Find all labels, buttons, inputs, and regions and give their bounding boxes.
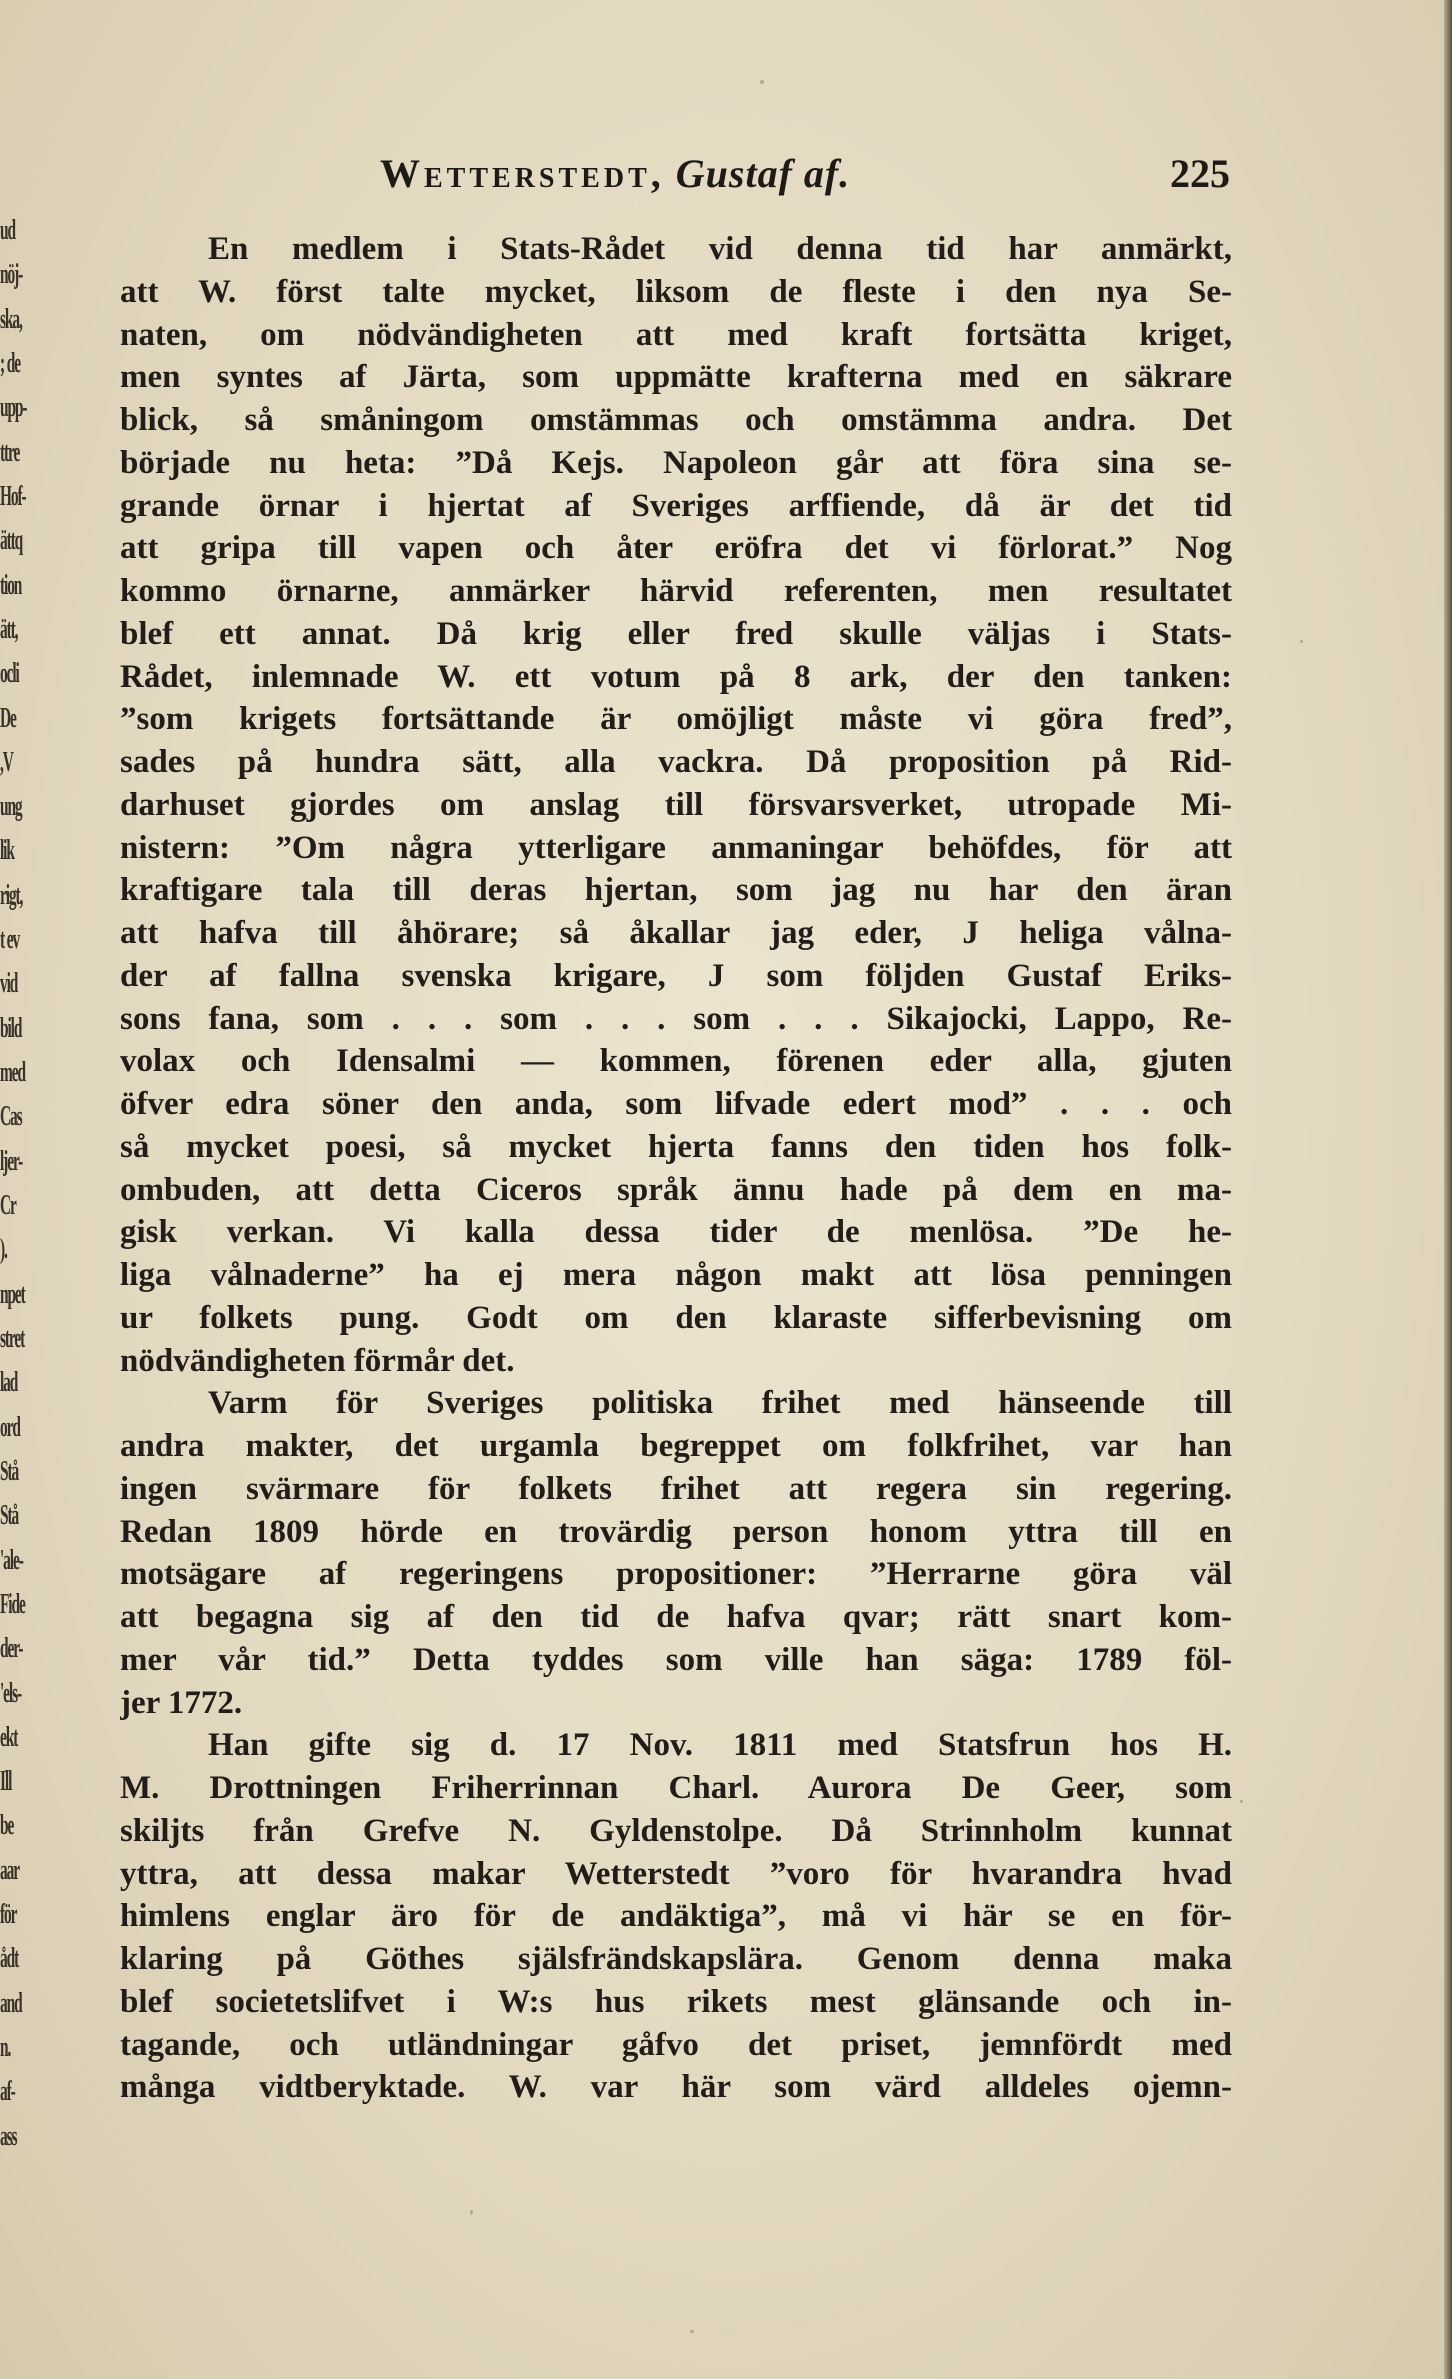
gutter-fragment: nöj- bbox=[0, 259, 23, 291]
gutter-fragment: Ill bbox=[0, 1766, 12, 1798]
text-line: naten, om nödvändigheten att med kraft fortsätta kriget, bbox=[120, 316, 1232, 353]
text-line: att W. först talte mycket, liksom de fleste i den nya Se- bbox=[120, 273, 1232, 310]
gutter-fragment: ska, bbox=[0, 303, 22, 335]
gutter-fragment: rigt, bbox=[0, 879, 23, 911]
running-header bbox=[380, 150, 1230, 210]
gutter-fragment: vid bbox=[0, 968, 18, 1000]
page-number: 225 bbox=[1170, 151, 1230, 196]
gutter-fragment: af- bbox=[0, 2076, 15, 2108]
gutter-fragment: Cas bbox=[0, 1101, 22, 1133]
gutter-fragment: bild bbox=[0, 1012, 22, 1044]
gutter-fragment: tion bbox=[0, 569, 22, 601]
text-line: mer vår tid.” Detta tyddes som ville han säga: 1789 föl- bbox=[120, 1641, 1232, 1678]
gutter-fragment: ttre bbox=[0, 436, 20, 468]
text-line: Redan 1809 hörde en trovärdig person honom yttra till en bbox=[120, 1513, 1232, 1550]
text-line: Varm för Sveriges politiska frihet med hänseende till bbox=[208, 1385, 1232, 1422]
text-line: öfver edra söner den anda, som lifvade edert mod” . . . och bbox=[120, 1086, 1232, 1122]
facing-page-bleed-fragments bbox=[0, 215, 60, 2165]
text-line: Rådet, inlemnade W. ett votum på 8 ark, der den tanken: bbox=[120, 658, 1232, 695]
gutter-fragment: ass bbox=[0, 2120, 17, 2152]
gutter-fragment: för bbox=[0, 1899, 17, 1931]
gutter-fragment: ljer- bbox=[0, 1145, 23, 1177]
text-line: blick, så småningom omstämmas och omstämma andra. Det bbox=[120, 402, 1232, 438]
page-edge-shadow bbox=[1444, 0, 1452, 2379]
gutter-fragment: ekt bbox=[0, 1721, 18, 1753]
scan-speck bbox=[1300, 640, 1303, 643]
text-line: att begagna sig af den tid de hafva qvar; rätt snart kom- bbox=[120, 1599, 1232, 1635]
text-line: klaring på Göthes själsfrändskapslära. Genom denna maka bbox=[120, 1941, 1232, 1977]
text-line: tagande, och utländningar gåfvo det priset, jemnfördt med bbox=[120, 2026, 1232, 2063]
gutter-fragment: ,V bbox=[0, 746, 13, 778]
text-line: gisk verkan. Vi kalla dessa tider de menlösa. ”De he- bbox=[120, 1214, 1232, 1251]
running-head-given-name: Gustaf af. bbox=[675, 151, 851, 196]
text-line: nödvändigheten förmår det. bbox=[120, 1342, 515, 1379]
gutter-fragment: Hof- bbox=[0, 480, 26, 512]
running-head-title bbox=[380, 150, 850, 197]
gutter-fragment: and bbox=[0, 1987, 22, 2019]
text-line: grande örnar i hjertat af Sveriges arffiende, då är det tid bbox=[120, 487, 1232, 524]
gutter-fragment: stret bbox=[0, 1322, 25, 1354]
text-line: darhuset gjordes om anslag till försvarsverket, utropade Mi- bbox=[120, 786, 1232, 823]
text-line: M. Drottningen Friherrinnan Charl. Aurora De Geer, som bbox=[120, 1770, 1232, 1806]
text-line: men syntes af Järta, som uppmätte krafterna med en säkrare bbox=[120, 359, 1232, 396]
running-head-surname: Wetterstedt, bbox=[380, 151, 665, 196]
text-line: ombuden, att detta Ciceros språk ännu hade på dem en ma- bbox=[120, 1171, 1232, 1208]
gutter-fragment: lik bbox=[0, 835, 14, 867]
text-line: blef societetslifvet i W:s hus rikets mest glänsande och in- bbox=[120, 1983, 1232, 2020]
scan-speck bbox=[470, 2210, 473, 2215]
gutter-fragment: lad bbox=[0, 1367, 18, 1399]
scan-speck bbox=[760, 80, 764, 84]
gutter-fragment: t ev bbox=[0, 924, 20, 956]
text-line: der af fallna svenska krigare, J som följden Gustaf Eriks- bbox=[120, 957, 1232, 994]
text-line: att hafva till åhörare; så åkallar jag eder, J heliga vålna- bbox=[120, 915, 1232, 951]
gutter-fragment: Cr bbox=[0, 1190, 16, 1221]
text-line: många vidtberyktade. W. var här som värd alldeles ojemn- bbox=[120, 2069, 1232, 2106]
text-line: blef ett annat. Då krig eller fred skulle väljas i Stats- bbox=[120, 615, 1232, 652]
text-line: så mycket poesi, så mycket hjerta fanns den tiden hos folk- bbox=[120, 1128, 1232, 1165]
text-line: volax och Idensalmi — kommen, förenen eder alla, gjuten bbox=[120, 1043, 1232, 1080]
gutter-fragment: aar bbox=[0, 1854, 19, 1886]
gutter-fragment: ocli bbox=[0, 658, 19, 690]
text-line: Han gifte sig d. 17 Nov. 1811 med Statsfrun hos H. bbox=[208, 1727, 1232, 1764]
text-line: motsägare af regeringens propositioner: ”Herrarne göra väl bbox=[120, 1556, 1232, 1593]
text-line: himlens englar äro för de andäktiga”, må vi här se en för- bbox=[120, 1898, 1232, 1935]
text-line: kraftigare tala till deras hjertan, som jag nu har den äran bbox=[120, 872, 1232, 909]
text-line: yttra, att dessa makar Wetterstedt ”voro för hvarandra hvad bbox=[120, 1855, 1232, 1892]
text-line: ur folkets pung. Godt om den klaraste sifferbevisning om bbox=[120, 1299, 1232, 1336]
text-line: nistern: ”Om några ytterligare anmaningar behöfdes, för att bbox=[120, 829, 1232, 866]
gutter-fragment: n. bbox=[0, 2032, 11, 2064]
gutter-fragment: Stå bbox=[0, 1500, 19, 1532]
gutter-fragment: 'ale- bbox=[0, 1544, 23, 1576]
text-line: kommo örnarne, anmärker härvid referenten, men resultatet bbox=[120, 573, 1232, 609]
gutter-fragment: ord bbox=[0, 1411, 20, 1443]
gutter-fragment: ). bbox=[0, 1234, 7, 1266]
text-line: ingen svärmare för folkets frihet att regera sin regering. bbox=[120, 1470, 1232, 1507]
gutter-fragment: upp- bbox=[0, 392, 27, 424]
text-line: sons fana, som . . . som . . . som . . . Sikajocki, Lappo, Re- bbox=[120, 1000, 1232, 1037]
gutter-fragment: be bbox=[0, 1810, 14, 1842]
gutter-fragment: ung bbox=[0, 791, 22, 823]
text-line: att gripa till vapen och åter eröfra det vi förlorat.” Nog bbox=[120, 530, 1232, 567]
text-line: började nu heta: ”Då Kejs. Napoleon går att föra sina se- bbox=[120, 444, 1232, 481]
scan-speck bbox=[690, 2330, 694, 2333]
text-line: sades på hundra sätt, alla vackra. Då proposition på Rid- bbox=[120, 744, 1232, 780]
text-line: ”som krigets fortsättande är omöjligt måste vi göra fred”, bbox=[120, 701, 1232, 738]
gutter-fragment: der- bbox=[0, 1633, 23, 1665]
gutter-fragment: ud bbox=[0, 215, 15, 246]
gutter-fragment: Fide bbox=[0, 1588, 25, 1620]
gutter-fragment: ättq bbox=[0, 525, 23, 557]
gutter-fragment: 'els- bbox=[0, 1677, 22, 1709]
text-line: skiljts från Grefve N. Gyldenstolpe. Då Strinnholm kunnat bbox=[120, 1812, 1232, 1849]
gutter-fragment: De bbox=[0, 702, 16, 734]
text-line: En medlem i Stats-Rådet vid denna tid har anmärkt, bbox=[208, 231, 1232, 267]
text-line: jer 1772. bbox=[120, 1684, 243, 1721]
gutter-fragment: Stå bbox=[0, 1455, 19, 1487]
gutter-fragment: npet bbox=[0, 1278, 25, 1310]
body-text-column bbox=[120, 228, 1232, 2109]
text-line: andra makter, det urgamla begreppet om folkfrihet, var han bbox=[120, 1428, 1232, 1464]
scan-speck bbox=[1240, 1800, 1243, 1803]
gutter-fragment: med bbox=[0, 1057, 25, 1089]
gutter-fragment: ätt, bbox=[0, 613, 18, 645]
gutter-fragment: ådt bbox=[0, 1943, 19, 1975]
gutter-fragment: ; de bbox=[0, 347, 20, 379]
text-line: liga vålnaderne” ha ej mera någon makt att lösa penningen bbox=[120, 1257, 1232, 1293]
